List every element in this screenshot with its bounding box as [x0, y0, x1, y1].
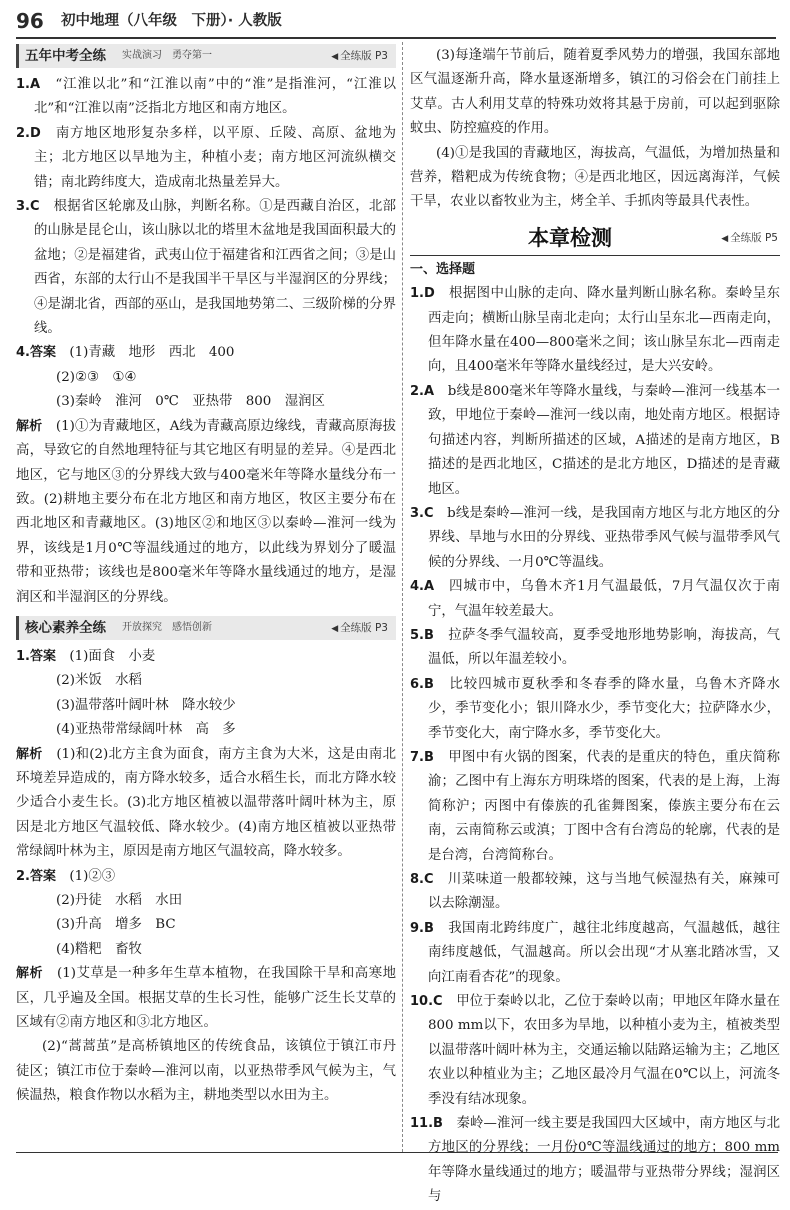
section-heading: 一、选择题 [410, 255, 780, 282]
question-item: 6.B 比较四城市夏秋季和冬春季的降水量，乌鲁木齐降水少，季节变化小；银川降水少，季节变化大；拉萨降水少，季节变化大，南宁降水多，季节变化大。 [410, 676, 781, 741]
answer-line: (4)糌粑 畜牧 [56, 941, 142, 957]
answer-line: (3)温带落叶阔叶林 降水较少 [56, 697, 236, 713]
chapter-title: 本章检测 [528, 225, 612, 250]
question-item: 3.C b线是秦岭—淮河一线，是我国南方地区与北方地区的分界线、旱地与水田的分界线、亚热带季风气候与温带季风气候的分界线、一月0℃等温线。 [410, 505, 781, 570]
explanation-paragraph: (2)“蒿蒿茧”是高桥镇地区的传统食品，该镇位于镇江市丹徒区；镇江市位于秦岭—淮河以南，以亚热带季风气候为主，气候温热，粮食作物以水稻为主，耕地类型以水田为主。 [16, 1039, 396, 1104]
question-item: 4.A 四城市中，乌鲁木齐1月气温最低，7月气温仅次于南宁，气温年较差最大。 [410, 579, 781, 619]
explanation: 解析 (1)①为青藏地区，A线为青藏高原边缘线，青藏高原海拔高，导致它的自然地理特征与其它地区有明显的差异。④是西北地区，它与地区③的分界线大致与400毫米年等降水量线分布一致。(2)耕地主要分布在北方地区和南方地区，牧区主要分布在西北地区和青藏地区。(3)地区②和地区③以秦岭—淮河一线为界，该线是1月0℃等温线通过的地方，以此线为界划分了暖温带和亚热带；该线也是800毫米年等降水量线通过的地方，是湿润区和半湿润区的分界线。 [16, 418, 396, 605]
section-ref: ◀ 全练版 P3 [331, 50, 388, 62]
arrow-icon: ◀ [331, 623, 339, 634]
arrow-icon: ◀ [331, 52, 339, 62]
footer-rule [16, 1152, 778, 1153]
explanation: 解析 (1)艾草是一种多年生草本植物，在我国除干旱和高寒地区，几乎遍及全国。根据艾草的生长习性，能够广泛生长艾草的区域有②南方地区和③北方地区。 [16, 966, 397, 1031]
answer-item: 1.答案 (1)面食 小麦 [16, 648, 156, 664]
section-ref: ◀ 全练版 P3 [331, 621, 388, 634]
answer-line: (2)②③ ①④ [56, 369, 137, 385]
answer-line: (3)秦岭 淮河 0℃ 亚热带 800 湿润区 [56, 394, 325, 410]
question-item: 7.B 甲图中有火锅的图案，代表的是重庆的特色，重庆简称渝；乙图中有上海东方明珠塔的图案，代表的是上海，上海简称沪；丙图中有傣族的孔雀舞图案，傣族主要分布在云南，云南简称云或滇；丁图中含有台湾岛的轮廓，代表的是是台湾，台湾简称台。 [410, 749, 780, 863]
answer-item: 2.D 南方地区地形复杂多样，以平原、丘陵、高原、盆地为主；北方地区以旱地为主，种植小麦；南方地区河流纵横交错；南北跨纬度大，造成南北热量差异大。 [16, 125, 397, 190]
question-item: 5.B 拉萨冬季气温较高，夏季受地形地势影响，海拔高，气温低，所以年温差较小。 [410, 627, 780, 668]
answer-line: (3)升高 增多 BC [56, 917, 176, 933]
section-title: 五年中考全练 [25, 48, 106, 64]
question-item: 8.C 川菜味道一般都较辣，这与当地气候湿热有关，麻辣可以去除潮湿。 [410, 872, 780, 912]
explanation-paragraph: (3)每逢端午节前后，随着夏季风势力的增强，我国东部地区气温逐渐升高，降水量逐渐增多，镇江的习俗会在门前挂上艾草。古人利用艾草的特殊功效将其悬于房前，可以起到驱除蚊虫、防控瘟疫的作用。 [410, 48, 780, 137]
section-title: 核心素养全练 [25, 619, 106, 636]
section-banner-exam [16, 44, 396, 68]
section-banner-core [16, 616, 396, 640]
question-item: 1.D 根据图中山脉的走向、降水量判断山脉名称。秦岭呈东西走向；横断山脉呈南北走向；太行山呈东北—西南走向，但年降水量在400—800毫米之间；该山脉呈东北—西南走向，且400毫米年等降水量线经过，是大兴安岭。 [410, 286, 781, 375]
column-divider [402, 42, 403, 1152]
question-item: 11.B 秦岭—淮河一线主要是我国四大区域中，南方地区与北方地区的分界线；一月份0℃等温线通过的地方；800 mm年等降水量线通过的地方；暖温带与亚热带分界线；湿润区与 [410, 1116, 781, 1205]
answer-item: 1.A “江淮以北”和“江淮以南”中的“淮”是指淮河，“江淮以北”和“江淮以南”泛指北方地区和南方地区。 [16, 77, 397, 117]
question-item: 10.C 甲位于秦岭以北，乙位于秦岭以南；甲地区年降水量在800 mm以下，农田多为旱地，以种植小麦为主，植被类型以温带落叶阔叶林为主，交通运输以陆路运输为主；乙地区农业以种植业为主；乙地区最冷月气温在0℃以上，河流冬季没有结冰现象。 [410, 994, 781, 1107]
arrow-icon: ◀ [721, 233, 729, 244]
explanation-paragraph: (4)①是我国的青藏地区，海拔高，气温低，为增加热量和营养，糌粑成为传统食物；④是西北地区，因远离海洋，气候干旱，农业以畜牧业为主，烤全羊、手抓肉等最具代表性。 [410, 145, 780, 210]
answer-item: 3.C 根据省区轮廓及山脉，判断名称。①是西藏自治区，北部的山脉是昆仑山，该山脉以北的塔里木盆地是我国面积最大的盆地；②是福建省，武夷山位于福建省和江西省之间；③是山西省，东部的太行山不是我国半干旱区与半湿润区的分界线；④是湖北省，西部的巫山，是我国地势第二、三级阶梯的分界线。 [16, 199, 396, 337]
page-number: 96 [16, 9, 44, 33]
book-title: 初中地理（八年级 下册）· 人教版 [61, 13, 282, 29]
section-subtitle: 开放探究 感悟创新 [122, 621, 212, 633]
answer-line: (2)丹徒 水稻 水田 [56, 893, 183, 908]
answer-item: 4.答案 (1)青藏 地形 西北 400 [16, 345, 235, 361]
answer-item: 2.答案 (1)②③ [16, 868, 116, 884]
question-item: 9.B 我国南北跨纬度广，越往北纬度越高，气温越低，越往南纬度越低，气温越高。所以会出现“才从塞北踏冰雪，又向江南看杏花”的现象。 [410, 920, 780, 985]
explanation: 解析 (1)和(2)北方主食为面食，南方主食为大米，这是由南北环境差异造成的，南方降水较多，适合水稻生长，而北方降水较少适合小麦生长。(3)北方地区植被以温带落叶阔叶林为主，原因是北方地区气温较低、降水较少。(4)南方地区植被以亚热带常绿阔叶林为主，原因是南方地区气温较高，降水较多。 [16, 746, 396, 860]
right-column [410, 44, 780, 1210]
answer-line: (2)米饭 水稻 [56, 673, 142, 689]
chapter-ref: ◀ 全练版 P5 [721, 231, 778, 244]
chapter-item-list [410, 282, 780, 1209]
left-column [16, 44, 396, 1109]
page-header [16, 4, 776, 38]
question-item: 2.A b线是800毫米年等降水量线，与秦岭—淮河一线基本一致，甲地位于秦岭—淮河一线以南，地处南方地区。根据诗句描述内容，判断所描述的区域，A描述的是南方地区，B描述的是西北地区，C描述的是北方地区，D描述的是青藏地区。 [410, 383, 780, 497]
header-rule [16, 37, 776, 39]
answer-line: (4)亚热带常绿阔叶林 高 多 [56, 722, 236, 738]
chapter-heading [410, 221, 780, 255]
section-subtitle: 实战演习 勇夺第一 [122, 50, 212, 61]
